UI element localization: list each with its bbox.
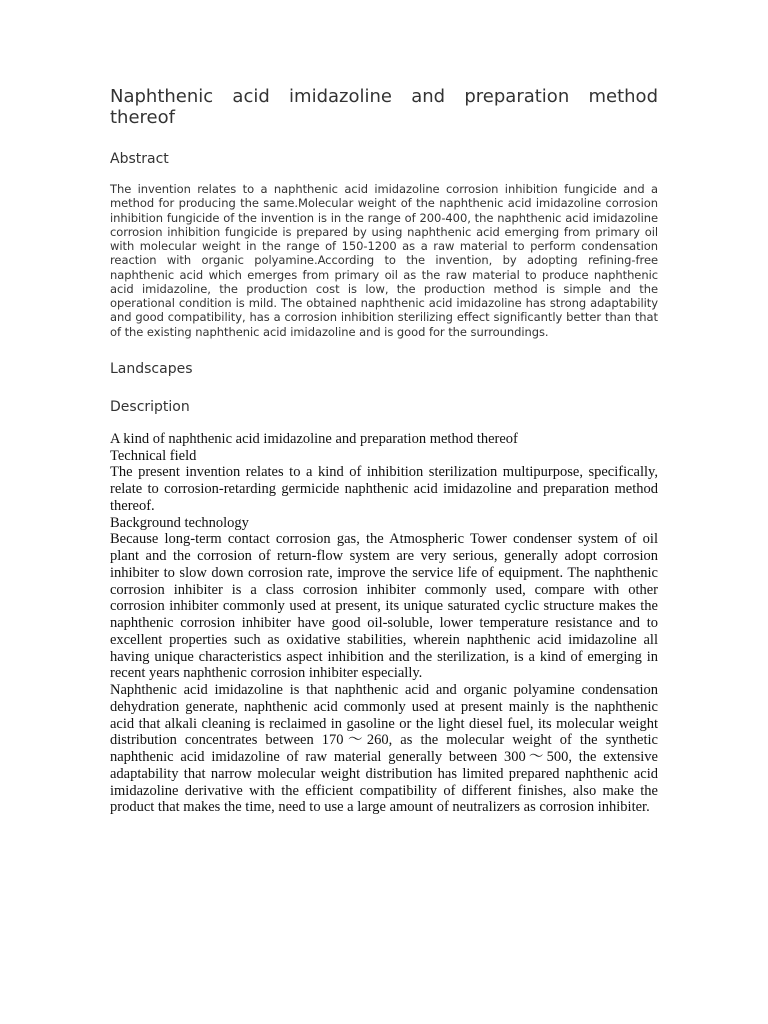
abstract-text: The invention relates to a naphthenic acid imidazoline corrosion inhibition fungicide and a method for producing the same.Molecular weight of the naphthenic acid imidazoline corrosion inhibition fungicide of the invention is in the range of 200-400, the naphthenic acid imidazoline corrosion inhibition fungicide is prepared by using naphthenic acid emerging from primary oil with molecular weight in the range of 150-1200 as a raw material to perform condensation reaction with organic polyamine.According to the invention, by adopting refining-free naphthenic acid which emerges from primary oil as the raw material to produce naphthenic acid imidazoline, the production cost is low, the production method is simple and the operational condition is mild. The obtained naphthenic acid imidazoline has strong adaptability and good compatibility, has a corrosion inhibition sterilizing effect significantly better than that of the existing naphthenic acid imidazoline and is good for the surroundings. — [110, 182, 658, 339]
landscapes-heading: Landscapes — [110, 360, 193, 377]
description-body — [110, 431, 658, 816]
technical-field-heading: Technical field — [110, 447, 197, 464]
document-page — [110, 86, 658, 816]
document-title: Naphthenic acid imidazoline and preparation method thereof — [110, 86, 658, 128]
description-heading: Description — [110, 398, 190, 415]
background-paragraph-1: Because long-term contact corrosion gas, the Atmospheric Tower condenser system of oil plant and the corrosion of return-flow system are very serious, generally adopt corrosion inhibiter to slow down corrosion rate, improve the service life of equipment. The naphthenic corrosion inhibiter is a class corrosion inhibiter commonly used, compare with other corrosion inhibiter commonly used at present, its unique saturated cyclic structure makes the naphthenic corrosion inhibiter have good oil-soluble, lower temperature resistance and to excellent properties such as oxidative stabilities, wherein naphthenic acid imidazoline all having unique characteristics aspect inhibition and the sterilization, is a kind of emerging in recent years naphthenic corrosion inhibiter especially. — [110, 531, 658, 682]
technical-field-paragraph: The present invention relates to a kind of inhibition sterilization multipurpose, specifically, relate to corrosion-retarding germicide naphthenic acid imidazoline and preparation method thereof. — [110, 464, 658, 514]
description-doc-title: A kind of naphthenic acid imidazoline and preparation method thereof — [110, 430, 518, 447]
background-paragraph-2: Naphthenic acid imidazoline is that naphthenic acid and organic polyamine condensation dehydration generate, naphthenic acid commonly used at present mainly is the naphthenic acid that alkali cleaning is reclaimed in gasoline or the light diesel fuel, its molecular weight distribution concentrates between 170～260, as the molecular weight of the synthetic naphthenic acid imidazoline of raw material generally between 300～500, the extensive adaptability that narrow molecular weight distribution has limited prepared naphthenic acid imidazoline derivative with the efficient compatibility of different finishes, also make the product that makes the time, need to use a large amount of neutralizers as corrosion inhibiter. — [110, 682, 658, 816]
abstract-heading: Abstract — [110, 151, 169, 167]
background-technology-heading: Background technology — [110, 514, 249, 531]
